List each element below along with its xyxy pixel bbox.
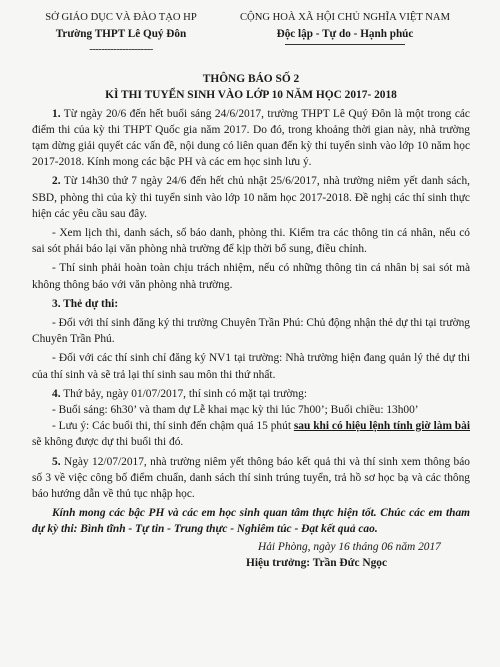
section-1-number: 1. <box>52 107 61 120</box>
document-body <box>32 106 470 503</box>
section-4-number: 4. <box>52 387 61 400</box>
section-3-heading: 3. Thẻ dự thi: <box>52 297 119 310</box>
document-header <box>32 10 470 59</box>
section-1-text: Từ ngày 20/6 đến hết buổi sáng 24/6/2017, trường THPT Lê Quý Đôn là một trong các điểm thi của kỳ thi THPT Quốc gia năm 2017. Do đó, trong khoảng thời gian này, nhà trường tạm dừng giải quyết các vấn đề, nội dung có liên quan đến kỳ thi tuyển sinh vào lớp 10 năm học 2017-2018. Kính mong các bậc PH và các em học sinh lưu ý. <box>32 107 470 169</box>
section-4-item-b <box>32 418 470 450</box>
signature-block <box>246 539 470 571</box>
section-4 <box>32 386 470 402</box>
national-motto: Độc lập - Tự do - Hạnh phúc <box>276 28 414 41</box>
section-2 <box>32 173 470 222</box>
motto-underline <box>285 44 405 45</box>
section-2-item-b: - Thí sinh phải hoàn toàn chịu trách nhiệm, nếu có những thông tin cá nhân bị sai sót mà không thông báo với văn phòng nhà trường. <box>32 262 470 291</box>
section-4-text: Thứ bảy, ngày 01/07/2017, thí sinh có mặt tại trường: <box>60 387 308 400</box>
closing-remarks: Kính mong các bậc PH và các em học sinh quan tâm thực hiện tốt. Chúc các em tham dự kỳ thi: Bình tĩnh - Tự tin - Trung thực - Nghiêm túc - Đạt kết quả cao. <box>32 507 470 536</box>
section-4-item-a: - Buổi sáng: 6h30’ và tham dự Lễ khai mạc kỳ thi lúc 7h00’; Buổi chiều: 13h00’ <box>52 404 419 417</box>
section-2-item-a: - Xem lịch thi, danh sách, số báo danh, phòng thi. Kiểm tra các thông tin cá nhân, nếu có sai sót phải báo lại văn phòng nhà trường để kịp thời bổ sung, điều chỉnh. <box>32 227 470 256</box>
section-3 <box>32 296 470 312</box>
section-5-number: 5. <box>52 455 61 468</box>
section-4-note-post: sẽ không được dự thi buổi thi đó. <box>32 436 184 449</box>
section-1 <box>32 106 470 171</box>
signer-name: Hiệu trưởng: Trần Đức Ngọc <box>246 556 388 569</box>
section-2-text: Từ 14h30 thứ 7 ngày 24/6 đến hết chủ nhật 25/6/2017, nhà trường niêm yết danh sách, SBD, phòng thi của kỳ thi tuyển sinh vào lớp 10 năm học 2017-2018. Đề nghị các thí sinh thực hiện các yêu cầu sau đây. <box>32 175 470 220</box>
document-title <box>32 71 470 103</box>
notice-subject: KÌ THI TUYỂN SINH VÀO LỚP 10 NĂM HỌC 2017- 2018 <box>105 88 397 101</box>
section-5-text: Ngày 12/07/2017, nhà trường niêm yết thông báo kết quả thi và thí sinh xem thông báo số 3 về việc công bố điểm chuẩn, danh sách thí sinh trúng tuyển, trả hồ sơ học bạ và các thông báo hướng dẫn về thủ tục nhập học. <box>32 455 470 501</box>
section-4-note-pre: - Lưu ý: Các buổi thi, thí sinh đến chậm quá 15 phút <box>52 420 294 433</box>
notice-number: THÔNG BÁO SỐ 2 <box>202 72 300 85</box>
place-and-date: Hải Phòng, ngày 16 tháng 06 năm 2017 <box>258 540 441 553</box>
section-4-note-emphasis: sau khi có hiệu lệnh tính giờ làm bài <box>293 420 470 433</box>
header-dashes: --------------------- <box>89 44 153 56</box>
issuer-block <box>26 10 216 59</box>
section-2-number: 2. <box>52 175 61 188</box>
country-name: CỘNG HOÀ XÃ HỘI CHỦ NGHĨA VIỆT NAM <box>239 12 450 23</box>
school-name: Trường THPT Lê Quý Đôn <box>55 28 187 41</box>
section-5 <box>32 454 470 503</box>
section-3-item-a: - Đối với thí sinh đăng ký thi trường Chuyên Trần Phú: Chủ động nhận thẻ dự thi tại trường Chuyên Trần Phú. <box>32 317 470 346</box>
department-name: SỞ GIÁO DỤC VÀ ĐÀO TẠO HP <box>45 12 197 23</box>
national-header-block <box>220 10 470 59</box>
section-3-item-b: - Đối với các thí sinh chỉ đăng ký NV1 tại trường: Nhà trường hiện đang quản lý thẻ dự thi của thí sinh và sẽ trả lại thí sinh sau môn thi thứ nhất. <box>32 352 470 381</box>
